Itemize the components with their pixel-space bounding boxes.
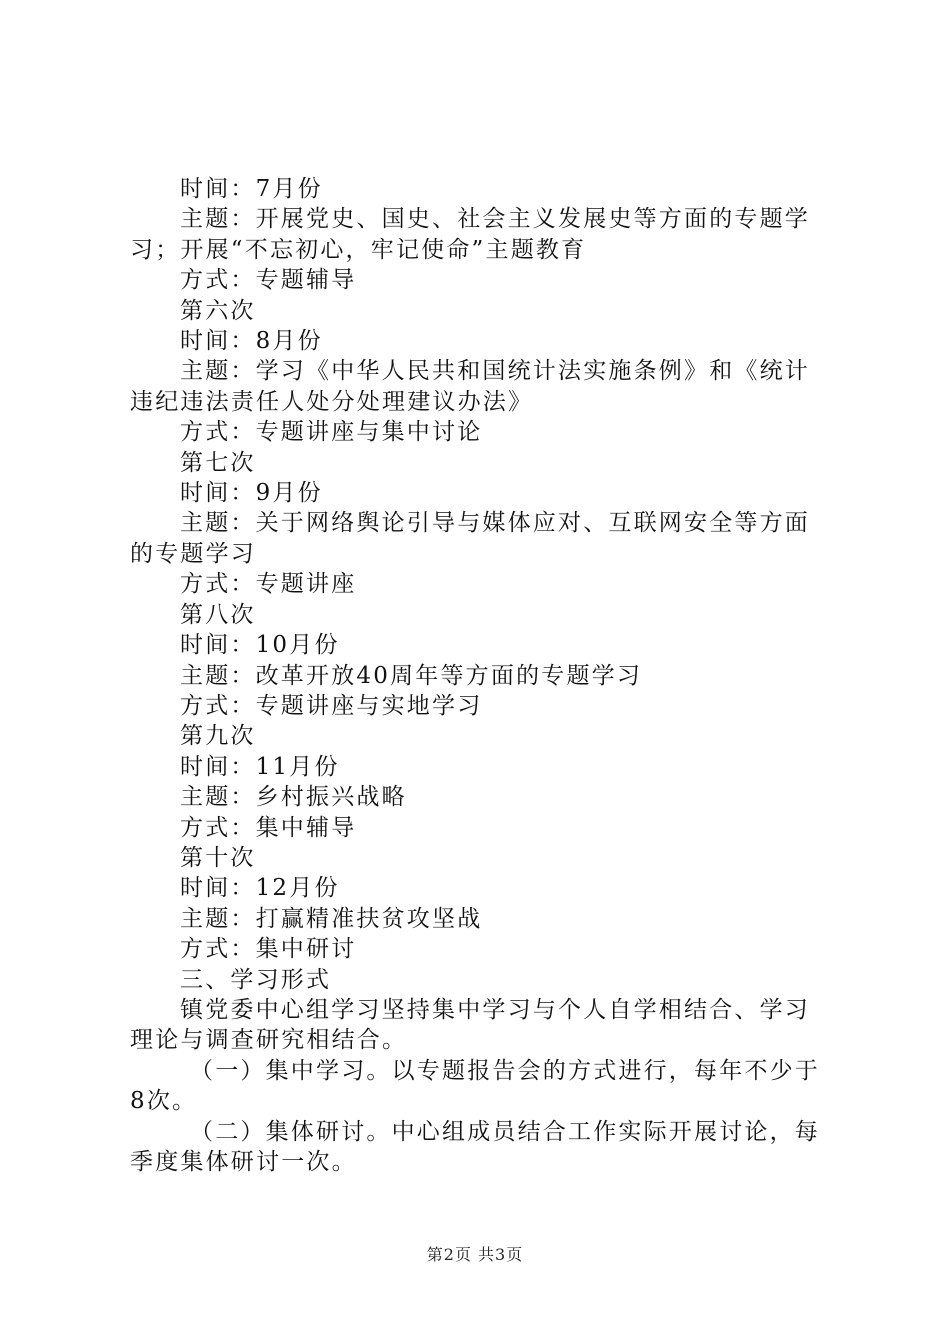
paragraph-method-10: 方式：集中研讨: [180, 936, 357, 963]
section-heading-learning-form: 三、学习形式: [180, 966, 332, 993]
paragraph-topic-7: 主题：关于网络舆论引导与媒体应对、互联网安全等方面的专题学习: [130, 510, 810, 567]
paragraph-time-5: 时间：7月份: [180, 176, 323, 202]
session-heading-7: 第七次: [180, 449, 256, 476]
session-heading-9: 第九次: [180, 723, 256, 750]
page-footer: 第2页 共3页: [426, 1245, 524, 1264]
paragraph-topic-10: 主题：打赢精准扶贫攻坚战: [180, 905, 483, 932]
paragraph-group-discussion: （二）集体研讨。中心组成员结合工作实际开展讨论，每季度集体研讨一次。: [130, 1118, 820, 1175]
paragraph-method-9: 方式：集中辅导: [180, 814, 357, 841]
paragraph-topic-9: 主题：乡村振兴战略: [180, 784, 407, 811]
paragraph-centralized-study: （一）集中学习。以专题报告会的方式进行，每年不少于8次。: [130, 1057, 820, 1115]
paragraph-topic-6: 主题：学习《中华人民共和国统计法实施条例》和《统计违纪违法责任人处分处理建议办法》: [130, 358, 810, 415]
paragraph-topic-5: 主题：开展党史、国史、社会主义发展史等方面的专题学习；开展“不忘初心，牢记使命”主题教育: [130, 206, 810, 263]
paragraph-time-9: 时间：11月份: [180, 753, 340, 780]
paragraph-method-5: 方式：专题辅导: [180, 267, 357, 294]
paragraph-time-8: 时间：10月份: [180, 632, 340, 659]
session-heading-8: 第八次: [180, 601, 256, 628]
paragraph-method-8: 方式：专题讲座与实地学习: [180, 692, 483, 719]
paragraph-method-7: 方式：专题讲座: [180, 571, 357, 598]
document-body: [130, 174, 832, 1177]
paragraph-learning-form: 镇党委中心组学习坚持集中学习与个人自学相结合、学习理论与调查研究相结合。: [130, 996, 810, 1054]
session-heading-6: 第六次: [180, 297, 256, 324]
session-heading-10: 第十次: [180, 844, 256, 871]
paragraph-time-7: 时间：9月份: [180, 480, 323, 507]
paragraph-time-10: 时间：12月份: [180, 875, 340, 902]
paragraph-time-6: 时间：8月份: [180, 328, 323, 355]
paragraph-topic-8: 主题：改革开放40周年等方面的专题学习: [180, 662, 643, 689]
paragraph-method-6: 方式：专题讲座与集中讨论: [180, 419, 483, 446]
